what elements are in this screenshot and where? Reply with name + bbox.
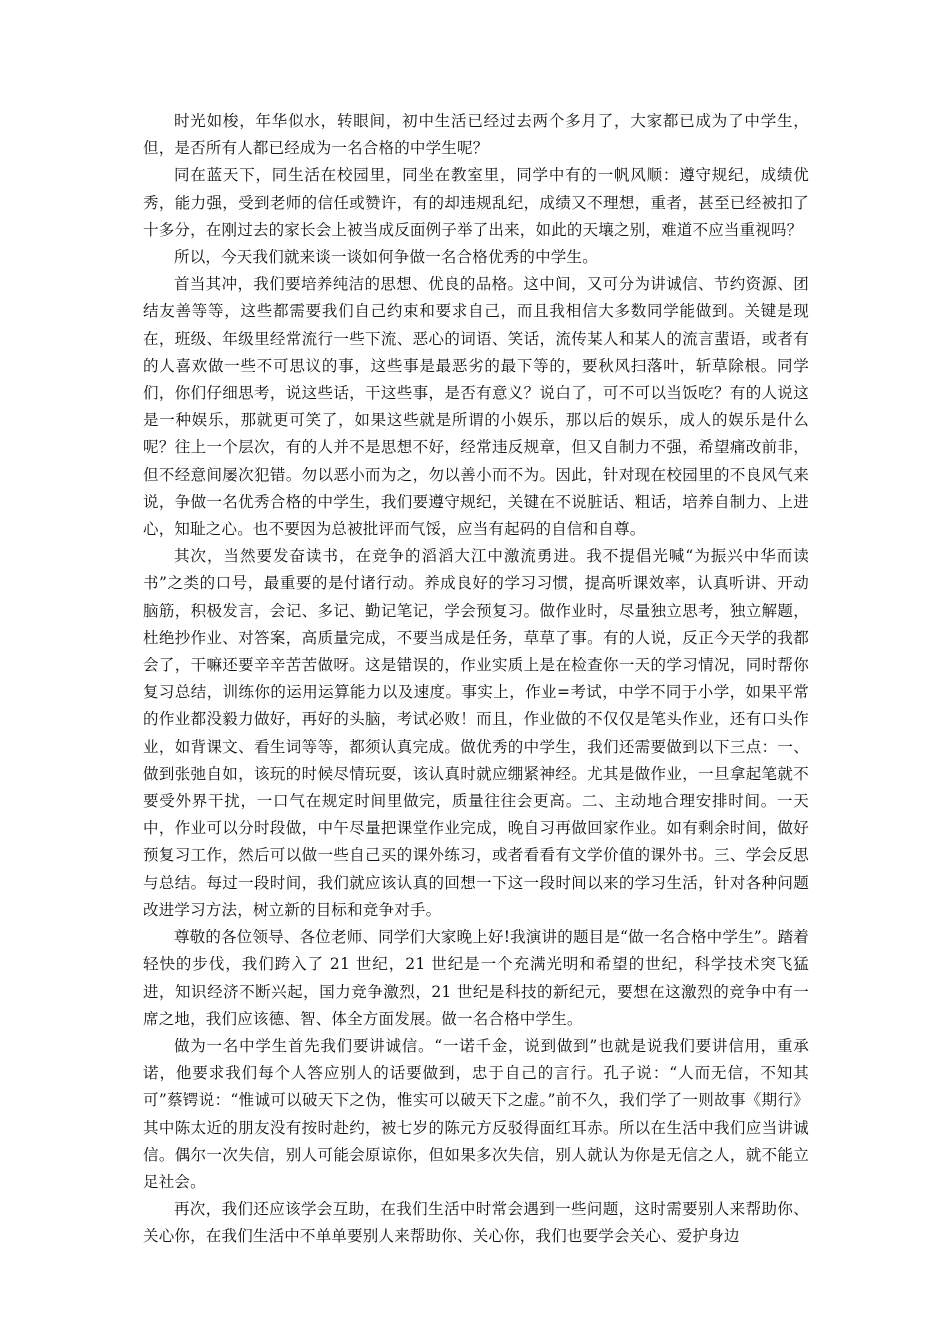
document-body	[143, 108, 809, 1251]
paragraph: 尊敬的各位领导、各位老师、同学们大家晚上好!我演讲的题目是“做一名合格中学生”。踏着轻快的步伐，我们跨入了 21 世纪，21 世纪是一个充满光明和希望的世纪，科学技术突飞猛进，知识经济不断兴起，国力竞争激烈，21 世纪是科技的新纪元，要想在这激烈的竞争中有一席之地，我们应该德、智、体全方面发展。做一名合格中学生。	[143, 928, 809, 1028]
paragraph: 首当其冲，我们要培养纯洁的思想、优良的品格。这中间，又可分为讲诚信、节约资源、团结友善等等，这些都需要我们自己约束和要求自己，而且我相信大多数同学能做到。关键是现在，班级、年级里经常流行一些下流、恶心的词语、笑话，流传某人和某人的流言蜚语，或者有的人喜欢做一些不可思议的事，这些事是最恶劣的最下等的，要秋风扫落叶，斩草除根。同学们，你们仔细思考，说这些话，干这些事，是否有意义？说白了，可不可以当饭吃？有的人说这是一种娱乐，那就更可笑了，如果这些就是所谓的小娱乐，那以后的娱乐，成人的娱乐是什么呢？往上一个层次，有的人并不是思想不好，经常违反规章，但又自制力不强，希望痛改前非，但不经意间屡次犯错。勿以恶小而为之，勿以善小而不为。因此，针对现在校园里的不良风气来说，争做一名优秀合格的中学生，我们要遵守规纪，关键在不说脏话、粗话，培养自制力、上进心，知耻之心。也不要因为总被批评而气馁，应当有起码的自信和自尊。	[143, 275, 809, 539]
paragraph: 所以，今天我们就来谈一谈如何争做一名合格优秀的中学生。	[174, 248, 598, 267]
paragraph: 同在蓝天下，同生活在校园里，同坐在教室里，同学中有的一帆风顺：遵守规纪，成绩优秀，能力强，受到老师的信任或赞许，有的却违规乱纪，成绩又不理想，重者，甚至已经被扣了十多分，在刚过去的家长会上被当成反面例子举了出来，如此的天壤之别，难道不应当重视吗？	[143, 166, 809, 239]
paragraph: 做为一名中学生首先我们要讲诚信。“一诺千金，说到做到”也就是说我们要讲信用，重承诺，他要求我们每个人答应别人的话要做到，忠于自己的言行。孔子说：“人而无信，不知其可”蔡锷说：“惟诚可以破天下之伪，惟实可以破天下之虚。”前不久，我们学了一则故事《期行》其中陈太近的朋友没有按时赴约，被七岁的陈元方反驳得面红耳赤。所以在生活中我们应当讲诚信。偶尔一次失信，别人可能会原谅你，但如果多次失信，别人就认为你是无信之人，就不能立足社会。	[143, 1036, 809, 1191]
paragraph: 时光如梭，年华似水，转眼间，初中生活已经过去两个多月了，大家都已成为了中学生，但，是否所有人都已经成为一名合格的中学生呢？	[143, 112, 809, 158]
paragraph: 其次，当然要发奋读书，在竞争的滔滔大江中激流勇进。我不提倡光喊“为振兴中华而读书”之类的口号，最重要的是付诸行动。养成良好的学习习惯，提高听课效率，认真听讲、开动脑筋，积极发言，会记、多记、勤记笔记，学会预复习。做作业时，尽量独立思考，独立解题，杜绝抄作业、对答案，高质量完成，不要当成是任务，草草了事。有的人说，反正今天学的我都会了，干嘛还要辛辛苦苦做呀。这是错误的，作业实质上是在检查你一天的学习情况，同时帮你复习总结，训练你的运用运算能力以及速度。事实上，作业=考试，中学不同于小学，如果平常的作业都没毅力做好，再好的头脑，考试必败！而且，作业做的不仅仅是笔头作业，还有口头作业，如背课文、看生词等等，都须认真完成。做优秀的中学生，我们还需要做到以下三点：一、做到张弛自如，该玩的时候尽情玩耍，该认真时就应绷紧神经。尤其是做作业，一旦拿起笔就不要受外界干扰，一口气在规定时间里做完，质量往往会更高。二、主动地合理安排时间。一天中，作业可以分时段做，中午尽量把课堂作业完成，晚自习再做回家作业。如有剩余时间，做好预复习工作，然后可以做一些自己买的课外练习，或者看看有文学价值的课外书。三、学会反思与总结。每过一段时间，我们就应该认真的回想一下这一段时间以来的学习生活，针对各种问题改进学习方法，树立新的目标和竞争对手。	[143, 547, 809, 919]
paragraph: 再次，我们还应该学会互助，在我们生活中时常会遇到一些问题，这时需要别人来帮助你、关心你，在我们生活中不单单要别人来帮助你、关心你，我们也要学会关心、爱护身边	[143, 1200, 809, 1246]
